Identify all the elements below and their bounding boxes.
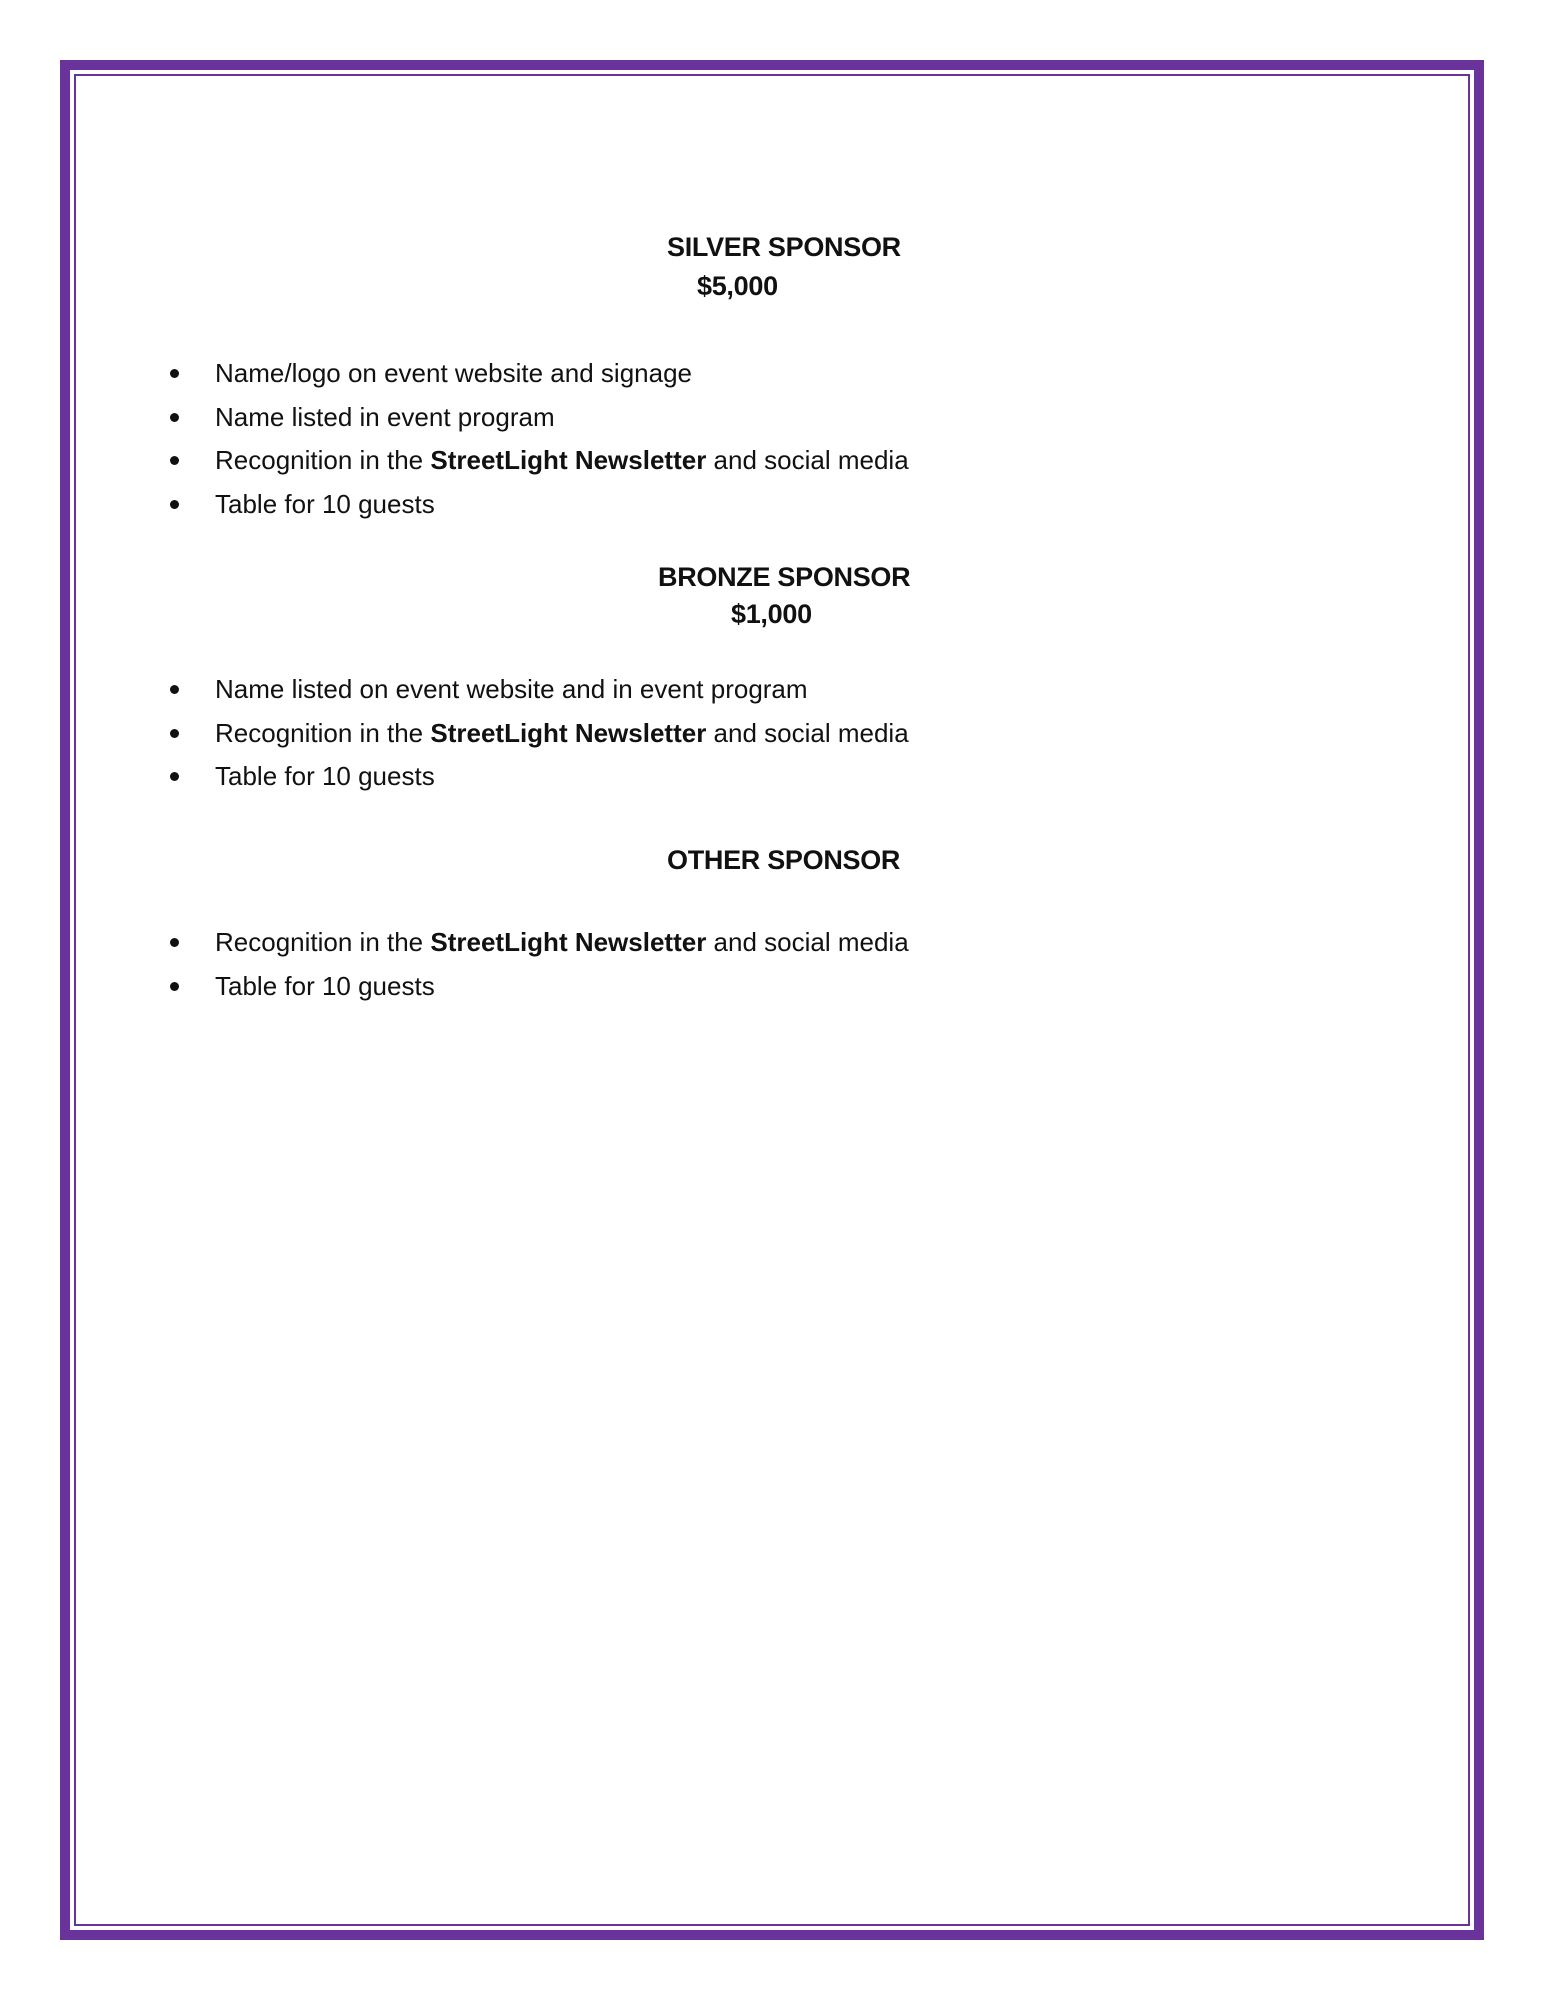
list-item: Table for 10 guests — [0, 965, 909, 1009]
newsletter-name: StreetLight Newsletter — [430, 445, 707, 475]
silver-sponsor-title: SILVER SPONSOR — [667, 232, 901, 262]
list-item: Recognition in the StreetLight Newsletter and social media — [0, 712, 909, 756]
bullet-icon — [170, 369, 179, 378]
list-item: Table for 10 guests — [0, 483, 909, 527]
other-sponsor-title: OTHER SPONSOR — [667, 845, 901, 875]
list-item: Name/logo on event website and signage — [0, 352, 909, 396]
newsletter-name: StreetLight Newsletter — [430, 927, 707, 957]
bullet-icon — [170, 938, 179, 947]
other-sponsor-benefits — [0, 921, 909, 1008]
bullet-icon — [170, 456, 179, 465]
bullet-icon — [170, 413, 179, 422]
silver-sponsor-benefits — [0, 352, 909, 526]
list-item: Name listed on event website and in event program — [0, 668, 909, 712]
bronze-sponsor-title: BRONZE SPONSOR — [658, 562, 911, 592]
bullet-icon — [170, 500, 179, 509]
bullet-icon — [170, 982, 179, 991]
bronze-sponsor-price: $1,000 — [731, 599, 812, 629]
bullet-icon — [170, 729, 179, 738]
list-item: Table for 10 guests — [0, 755, 909, 799]
bullet-icon — [170, 685, 179, 694]
bullet-icon — [170, 772, 179, 781]
silver-sponsor-price: $5,000 — [697, 271, 778, 301]
bronze-sponsor-benefits — [0, 668, 909, 799]
list-item: Recognition in the StreetLight Newsletter and social media — [0, 921, 909, 965]
list-item: Recognition in the StreetLight Newsletter and social media — [0, 439, 909, 483]
list-item: Name listed in event program — [0, 396, 909, 440]
newsletter-name: StreetLight Newsletter — [430, 717, 707, 748]
